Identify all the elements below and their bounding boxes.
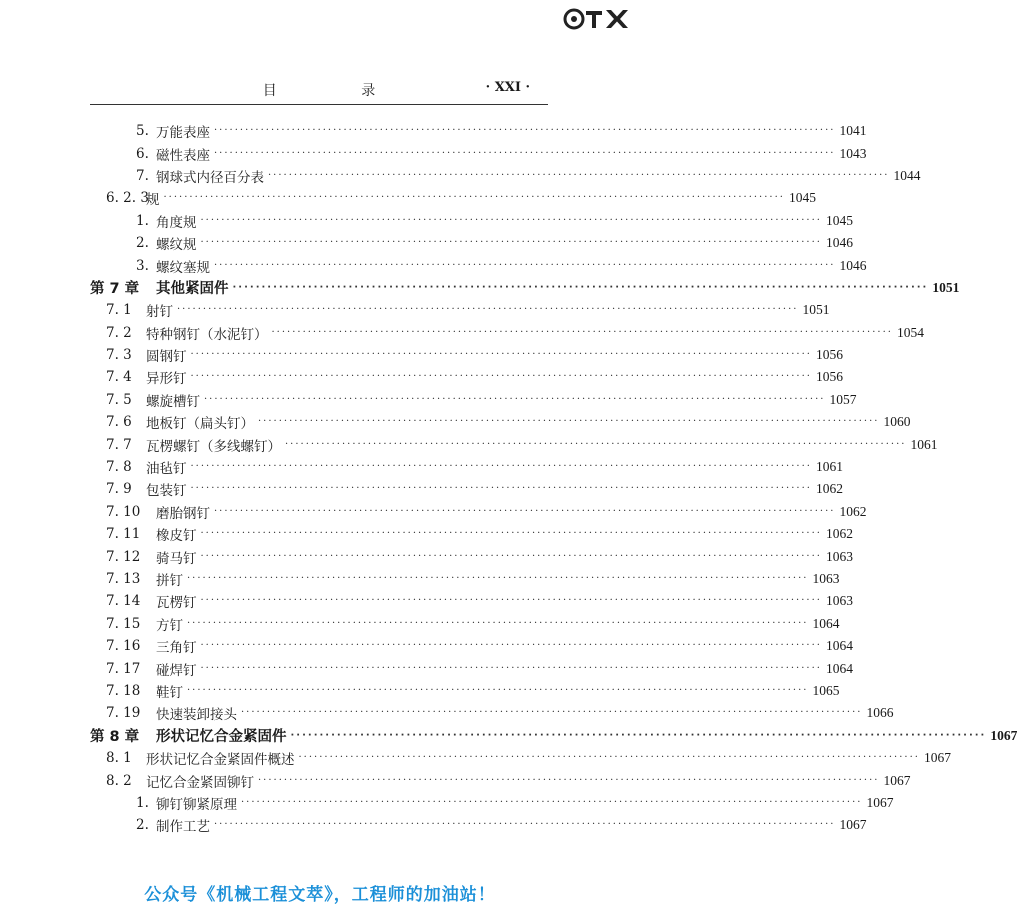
toc-row[interactable]	[90, 254, 867, 276]
toc-number: 7. 4	[106, 369, 132, 386]
toc-row[interactable]	[90, 344, 843, 366]
page-header	[90, 76, 548, 105]
toc-row[interactable]	[90, 613, 840, 635]
toc-page-number: 1067	[990, 727, 1017, 743]
toc-title: 瓦楞螺钉（多线螺钉）	[146, 438, 281, 455]
toc-page-number: 1067	[866, 794, 894, 810]
toc-row[interactable]	[90, 142, 867, 164]
toc-number: 7. 7	[106, 436, 132, 453]
footer-banner: 公众号《机械工程文萃》，工程师的加油站！	[144, 885, 496, 905]
toc-page-number: 1045	[825, 212, 853, 228]
toc-row[interactable]	[90, 814, 867, 836]
toc-page-number: 1062	[839, 503, 867, 519]
toc-row[interactable]	[90, 501, 867, 523]
toc-row[interactable]	[90, 456, 843, 478]
toc-leader-dots: ························································································································	[200, 595, 822, 607]
toc-number: 7. 19	[106, 705, 141, 722]
toc-leader-dots: ························································································································	[285, 438, 907, 450]
toc-number: 7. 17	[106, 660, 141, 677]
toc-leader-dots: ························································································································	[214, 147, 836, 159]
toc-number: 7. 14	[106, 593, 141, 610]
toc-leader-dots: ························································································································	[204, 393, 826, 405]
toc-leader-dots: ························································································································	[268, 169, 890, 181]
toc-page-number: 1041	[839, 123, 867, 139]
toc-title: 形状记忆合金紧固件	[156, 729, 287, 746]
toc-page-number: 1056	[815, 369, 843, 385]
toc-title: 油毡钉	[146, 461, 187, 478]
toc-title: 特种钢钉（水泥钉）	[146, 326, 268, 343]
page-number: · XXI ·	[485, 80, 530, 95]
toc-number: 7. 8	[106, 459, 132, 476]
toc-row[interactable]	[90, 210, 853, 232]
toc-row[interactable]	[90, 792, 894, 814]
toc-leader-dots: ························································································································	[163, 192, 785, 204]
toc-leader-dots: ························································································································	[200, 550, 822, 562]
toc-number: 7. 10	[106, 503, 141, 520]
toc-row[interactable]	[90, 657, 853, 679]
toc-number: 7. 9	[106, 481, 132, 498]
toc-page-number: 1044	[893, 167, 921, 183]
toc-leader-dots: ························································································································	[200, 662, 822, 674]
toc-title: 地板钉（扁头钉）	[146, 416, 254, 433]
toc-page-number: 1051	[802, 302, 830, 318]
toc-title: 磁性表座	[156, 147, 210, 164]
toc-number: 6. 2. 3	[106, 190, 149, 207]
toc-title: 骑马钉	[156, 550, 197, 567]
toc-number: 7. 11	[106, 526, 141, 543]
toc-title: 异形钉	[146, 371, 187, 388]
toc-title: 记忆合金紧固铆钉	[146, 774, 254, 791]
toc-title: 形状记忆合金紧固件概述	[146, 752, 295, 769]
toc-leader-dots: ························································································································	[177, 304, 799, 316]
toc-leader-dots: ························································································································	[190, 461, 812, 473]
toc-title: 钢球式内径百分表	[156, 169, 264, 186]
toc-page-number: 1063	[825, 548, 853, 564]
toc-number: 1.	[136, 794, 149, 811]
toc-number: 2.	[136, 235, 149, 252]
toc-page-number: 1061	[815, 459, 843, 475]
toc-leader-dots: ························································································································	[187, 573, 809, 584]
toc-leader-dots: ························································································································	[200, 214, 822, 226]
toc-page-number: 1065	[812, 682, 840, 698]
toc-title: 万能表座	[156, 125, 210, 142]
toc-title: 规	[146, 192, 160, 209]
toc-number: 5.	[136, 123, 149, 140]
toc-leader-dots: ························································································································	[214, 505, 836, 517]
toc-title: 螺纹塞规	[156, 259, 210, 276]
toc-chapter-row[interactable]	[90, 725, 1017, 747]
toc-number: 2.	[136, 817, 149, 834]
toc-title: 螺纹规	[156, 237, 197, 254]
toc-number: 7. 5	[106, 391, 132, 408]
toc-leader-dots: ························································································································	[241, 707, 863, 719]
toc-leader-dots: ························································································································	[190, 371, 812, 383]
toc-row[interactable]	[90, 366, 843, 388]
toc-leader-dots: ························································································································	[232, 281, 929, 293]
toc-number: 第 8 章	[90, 729, 140, 746]
toc-row[interactable]	[90, 680, 840, 702]
toc-page-number: 1043	[839, 145, 867, 161]
toc-number: 7. 1	[106, 302, 132, 319]
toc-leader-dots: ························································································································	[271, 326, 893, 338]
toc-page-number: 1067	[839, 817, 867, 833]
toc-title: 磨胎钢钉	[156, 505, 210, 522]
toc-leader-dots: ························································································································	[298, 752, 920, 764]
toc-page-number: 1063	[812, 571, 840, 586]
toc-number: 7.	[136, 167, 149, 184]
toc-title: 制作工艺	[156, 819, 210, 836]
toc-number: 1.	[136, 212, 149, 229]
toc-row[interactable]	[90, 545, 853, 567]
toc-leader-dots: ························································································································	[290, 729, 987, 741]
toc-number: 7. 3	[106, 347, 132, 364]
toc-number: 6.	[136, 145, 149, 162]
toc-title: 方钉	[156, 617, 183, 634]
toc-row[interactable]	[90, 702, 894, 724]
toc-page-number: 1051	[932, 279, 960, 295]
toc-number: 7. 15	[106, 615, 141, 632]
toc-number: 8. 1	[106, 750, 132, 767]
toc-title: 铆钉铆紧原理	[156, 796, 237, 813]
toc-number: 7. 16	[106, 638, 141, 655]
toc-leader-dots: ························································································································	[214, 819, 836, 831]
toc-leader-dots: ························································································································	[190, 483, 812, 495]
toc-title: 碰焊钉	[156, 662, 197, 679]
toc-title: 角度规	[156, 214, 197, 231]
toc-title: 螺旋槽钉	[146, 393, 200, 410]
brand-logo	[562, 2, 638, 32]
toc-number: 7. 2	[106, 324, 132, 341]
toc-row[interactable]	[90, 165, 921, 187]
toc-title: 瓦楞钉	[156, 595, 197, 612]
toc-row[interactable]	[90, 120, 867, 142]
toc-row[interactable]	[90, 232, 853, 254]
toc-number: 8. 2	[106, 772, 132, 789]
toc-title: 射钉	[146, 304, 173, 321]
toc-page-number: 1064	[825, 660, 853, 676]
toc-page-number: 1062	[815, 481, 843, 497]
toc-leader-dots: ························································································································	[241, 796, 863, 808]
toc-row[interactable]	[90, 747, 951, 769]
toc-row[interactable]	[90, 299, 830, 321]
toc-leader-dots: ························································································································	[200, 640, 822, 652]
toc-page-number: 1056	[815, 347, 843, 363]
toc-page-number: 1057	[829, 391, 857, 407]
toc-title: 橡皮钉	[156, 528, 197, 545]
toc-chapter-row[interactable]	[90, 277, 960, 299]
toc-number: 7. 18	[106, 682, 141, 699]
toc-row[interactable]	[90, 590, 853, 612]
toc-page-number: 1060	[883, 414, 911, 430]
toc-page-number: 1064	[825, 638, 853, 654]
toc-leader-dots: ························································································································	[214, 125, 836, 137]
toc-title: 拼钉	[156, 573, 183, 589]
toc-row[interactable]	[90, 568, 840, 590]
toc-row[interactable]	[90, 187, 816, 209]
toc-row[interactable]	[90, 389, 857, 411]
toc-page-number: 1064	[812, 615, 840, 631]
toc-page-number: 1061	[910, 436, 938, 452]
toc-row[interactable]	[90, 769, 911, 791]
toc-leader-dots: ························································································································	[258, 774, 880, 786]
toc-page-number: 1046	[825, 235, 853, 251]
toc-leader-dots: ························································································································	[258, 416, 880, 428]
toc-leader-dots: ························································································································	[214, 259, 836, 271]
toc-leader-dots: ························································································································	[200, 528, 822, 540]
toc-leader-dots: ························································································································	[190, 349, 812, 361]
toc-page-number: 1067	[883, 772, 911, 788]
toc-row[interactable]	[90, 478, 843, 500]
toc-number: 第 7 章	[90, 281, 140, 298]
toc-leader-dots: ························································································································	[187, 684, 809, 696]
toc-row[interactable]	[90, 635, 853, 657]
toc-page-number: 1046	[839, 257, 867, 273]
toc-leader-dots: ························································································································	[200, 237, 822, 249]
toc-row[interactable]	[90, 433, 938, 455]
toc-title: 包装钉	[146, 483, 187, 500]
toc-number: 7. 6	[106, 414, 132, 431]
toc-page-number: 1066	[866, 705, 894, 721]
page-title: 目 录	[262, 83, 416, 99]
toc-number: 7. 12	[106, 548, 141, 565]
toc-number: 3.	[136, 257, 149, 274]
toc-title: 快速装卸接头	[156, 707, 237, 724]
toc-page-number: 1062	[825, 526, 853, 542]
toc-title: 其他紧固件	[156, 281, 229, 298]
toc-number: 7. 13	[106, 571, 141, 587]
toc-title: 圆钢钉	[146, 349, 187, 366]
toc-row[interactable]	[90, 523, 853, 545]
toc-row[interactable]	[90, 322, 924, 344]
toc-page-number: 1054	[896, 324, 924, 340]
toc-title: 三角钉	[156, 640, 197, 657]
toc-page-number: 1063	[825, 593, 853, 609]
toc-page-number: 1045	[788, 190, 816, 206]
table-of-contents	[90, 120, 1017, 837]
toc-row[interactable]	[90, 411, 911, 433]
toc-title: 鞋钉	[156, 684, 183, 701]
toc-page-number: 1067	[923, 750, 951, 766]
toc-leader-dots: ························································································································	[187, 617, 809, 629]
